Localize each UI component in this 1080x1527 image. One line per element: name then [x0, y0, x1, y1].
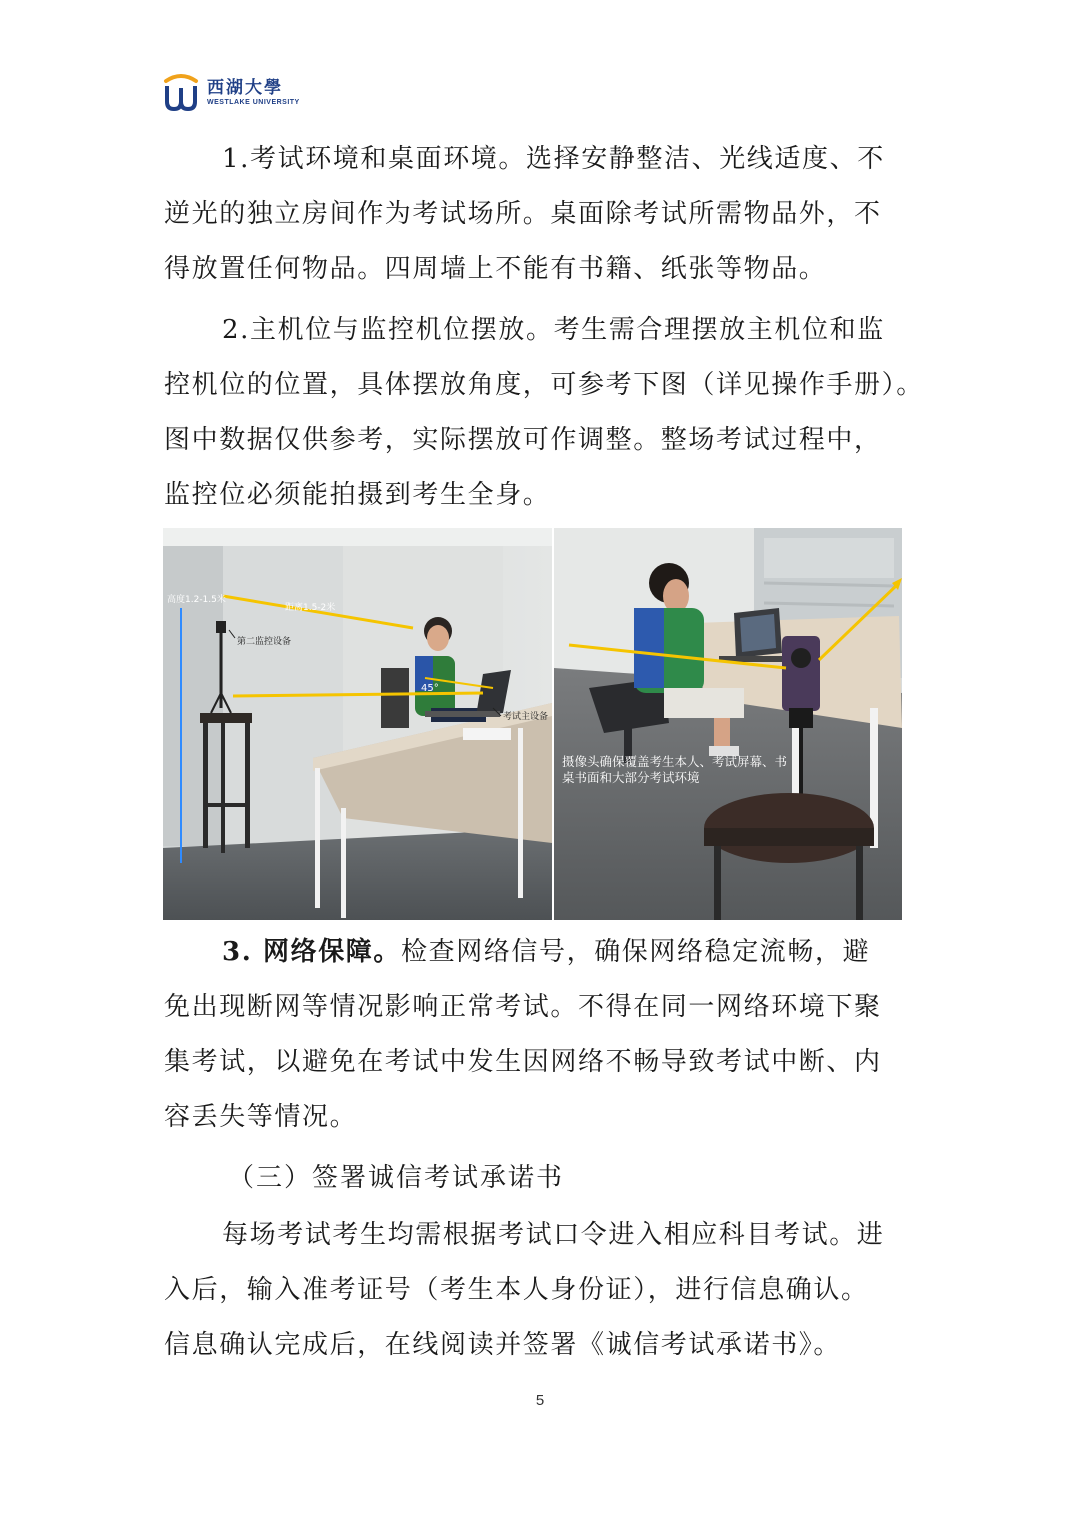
- text-line: 2.主机位与监控机位摆放。考生需合理摆放主机位和监: [222, 315, 885, 345]
- network-heading: 3. 网络保障。: [222, 937, 401, 967]
- height-label: 高度1.2-1.5米: [167, 595, 226, 605]
- text-line: 入后，输入准考证号（考生本人身份证），进行信息确认。: [164, 1275, 869, 1305]
- text-line: 监控位必须能拍摄到考生全身。: [164, 480, 551, 510]
- text-line: 每场考试考生均需根据考试口令进入相应科目考试。进: [222, 1220, 885, 1250]
- camera-caption-line2: 桌书面和大部分考试环境: [562, 770, 700, 785]
- text-line: 容丢失等情况。: [164, 1102, 358, 1132]
- text-line: （三）签署诚信考试承诺书: [228, 1163, 565, 1193]
- paragraph-exam-environment: [164, 132, 918, 297]
- logo-english-name: WESTLAKE UNIVERSITY: [207, 98, 300, 106]
- paragraph-pledge-signing: [164, 1208, 918, 1373]
- camera-caption-line1: 摄像头确保覆盖考生本人、考试屏幕、书: [562, 754, 788, 769]
- paragraph-camera-placement: [164, 303, 924, 523]
- text-line: 信息确认完成后，在线阅读并签署《诚信考试承诺书》。: [164, 1330, 842, 1360]
- photo-side-view-setup: [163, 528, 552, 920]
- text-line: 免出现断网等情况影响正常考试。不得在同一网络环境下聚: [164, 992, 882, 1022]
- distance-label: 距离1.5-2米: [285, 603, 336, 613]
- main-device-label: 考试主设备: [503, 712, 549, 722]
- angle-label: 45°: [421, 683, 439, 694]
- university-logo: [163, 72, 300, 112]
- westlake-logo-icon: [163, 72, 199, 112]
- photo-rear-view-setup: [554, 528, 902, 920]
- text-line: 1.考试环境和桌面环境。选择安静整洁、光线适度、不: [222, 144, 885, 174]
- page-number: 5: [535, 1392, 545, 1409]
- text-line: 逆光的独立房间作为考试场所。桌面除考试所需物品外，不: [164, 199, 882, 229]
- text-line: 得放置任何物品。四周墙上不能有书籍、纸张等物品。: [164, 254, 827, 284]
- text-line: 集考试，以避免在考试中发生因网络不畅导致考试中断、内: [164, 1047, 882, 1077]
- text-line: 检查网络信号，确保网络稳定流畅，避: [401, 937, 871, 967]
- text-line: 控机位的位置，具体摆放角度，可参考下图（详见操作手册）。: [164, 370, 924, 400]
- section-heading-integrity-pledge: [164, 1151, 918, 1206]
- paragraph-network: [164, 925, 918, 1145]
- logo-chinese-name: 西湖大學: [207, 77, 283, 98]
- monitor-device-label: 第二监控设备: [237, 637, 292, 647]
- text-line: 图中数据仅供参考，实际摆放可作调整。整场考试过程中，: [164, 425, 882, 455]
